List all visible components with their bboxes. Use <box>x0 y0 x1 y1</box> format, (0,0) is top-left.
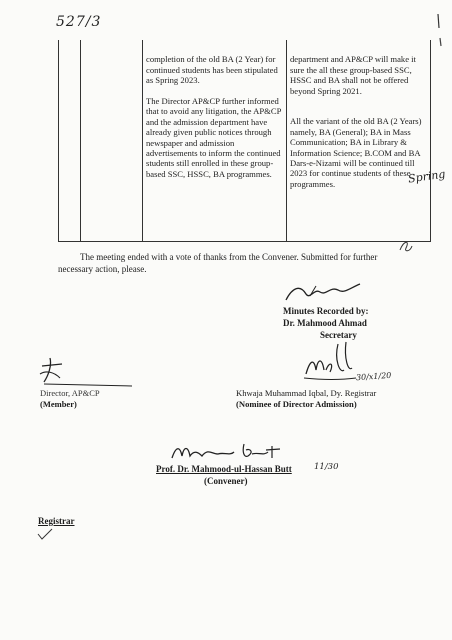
left-para-1: completion of the old BA (2 Year) for continued students has been stipulated as Spring 2023. <box>146 54 278 86</box>
recorder-label: Minutes Recorded by: <box>283 306 369 316</box>
director-label: Director, AP&CP <box>40 388 100 398</box>
recorder-name: Dr. Mahmood Ahmad <box>283 318 367 328</box>
table-cell-right <box>290 44 426 207</box>
handwritten-page-number: 527/3 <box>56 14 102 30</box>
director-role: (Member) <box>40 399 77 409</box>
right-para-2: All the variant of the old BA (2 Years) namely, BA (General); BA in Mass Communication; BA in Library & Information Science; B.COM and BA Dars-e-Nizami will be continued till 2023 for continue students of these programmes. <box>290 116 422 189</box>
margin-annotation: Spring <box>407 167 447 186</box>
closing-paragraph: The meeting ended with a vote of thanks from the Convener. Submitted for further necessary action, please. <box>58 252 378 274</box>
nominee-name: Khwaja Muhammad Iqbal, Dy. Registrar <box>236 388 377 398</box>
nominee-date: 30/x1/20 <box>355 370 392 383</box>
convener-name: Prof. Dr. Mahmood-ul-Hassan Butt <box>156 464 292 474</box>
registrar-tick <box>34 526 58 542</box>
convener-signature <box>168 440 288 466</box>
convener-date: 11/30 <box>314 462 339 472</box>
director-signature <box>36 352 136 392</box>
recorder-role: Secretary <box>320 330 357 340</box>
convener-role: (Convener) <box>204 476 248 486</box>
secretary-signature <box>280 278 370 308</box>
nominee-role: (Nominee of Director Admission) <box>236 399 357 409</box>
table-cell-left <box>146 44 282 197</box>
right-para-1: department and AP&CP will make it sure the all these group-based SSC, HSSC and BA shall not be offered beyond Spring 2021. <box>290 54 416 96</box>
left-para-2: The Director AP&CP further informed that to avoid any litigation, the AP&CP and the admission department have already given public notices through newspaper and admission advertisements to inform the continued students still enrolled in these group-based SSC, HSSC, BA programmes. <box>146 96 282 179</box>
minutes-table <box>58 40 430 242</box>
registrar-label: Registrar <box>38 516 75 526</box>
corner-marks <box>430 10 448 50</box>
